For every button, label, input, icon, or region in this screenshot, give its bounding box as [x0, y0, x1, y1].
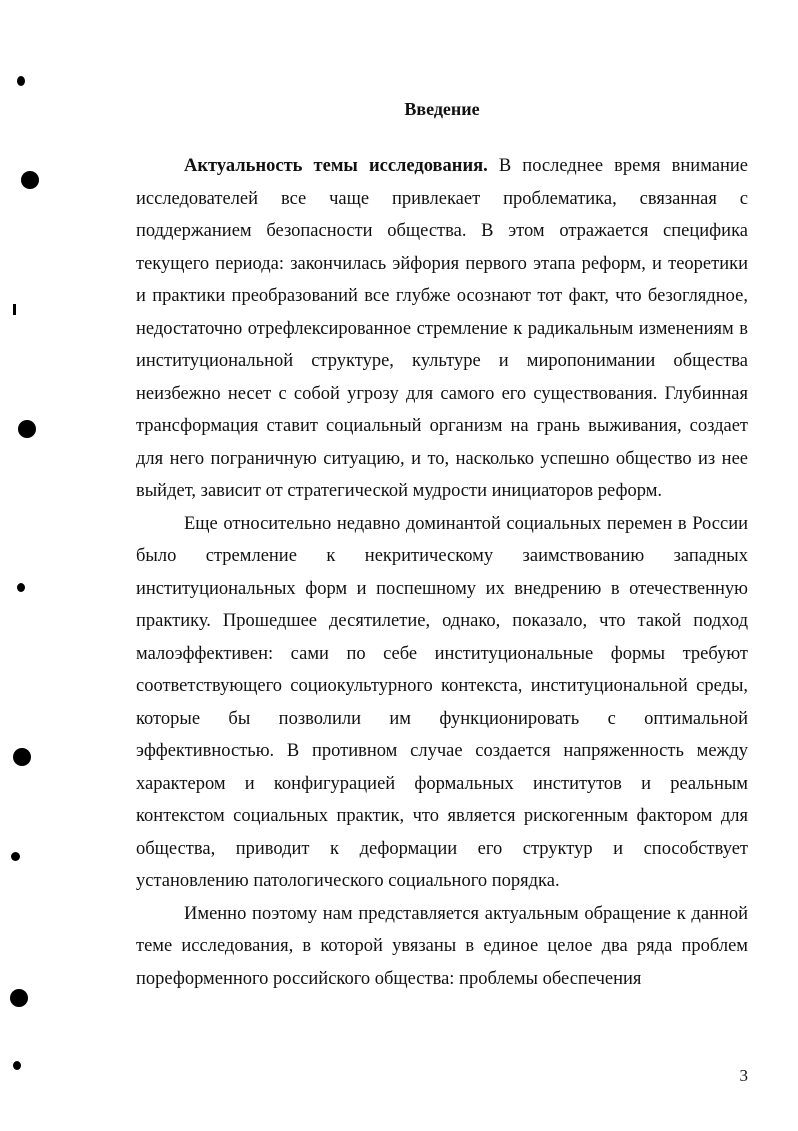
page-number: 3: [739, 1066, 748, 1085]
binder-hole-mark: [17, 583, 25, 592]
binder-hole-mark: [11, 852, 20, 861]
binder-hole-mark: [13, 1061, 21, 1070]
binder-hole: [18, 420, 36, 438]
binder-hole-mark: [17, 76, 25, 86]
section-heading: Введение: [404, 99, 480, 119]
binder-hole: [13, 748, 31, 766]
paragraph-text: В последнее время внимание исследователей все чаще привлекает проблематика, связанная с поддержанием безопасности общества. В этом отражается специфика текущего периода: закончилась эйфория первого этапа реформ, и теоретики и практики преобразований все глубже осознают тот факт, что безоглядное, недостаточно отрефлексированное стремление к радикальным изменениям в институциональной структуре, культуре и миропонимании общества неизбежно несет с собой угрозу для самого его существования. Глубинная трансформация ставит социальный организм на грань выживания, создает для него пограничную ситуацию, и то, насколько успешно общество из нее выйдет, зависит от стратегической мудрости инициаторов реформ.: [136, 156, 748, 501]
body-text: [136, 150, 748, 995]
paragraph: Еще относительно недавно доминантой социальных перемен в России было стремление к некритическому заимствованию западных институциональных форм и поспешному их внедрению в отечественную практику. Прошедшее десятилетие, однако, показало, что такой подход малоэффективен: сами по себе институциональные формы требуют соответствующего социокультурного контекста, институциональной среды, которые бы позволили им функционировать с оптимальной эффективностью. В противном случае создается напряженность между характером и конфигурацией формальных институтов и реальным контекстом социальных практик, что является рискогенным фактором для общества, приводит к деформации его структур и способствует установлению патологического социального порядка.: [136, 513, 748, 891]
binder-hole: [21, 171, 39, 189]
binder-hole: [10, 989, 28, 1007]
paragraph: Именно поэтому нам представляется актуальным обращение к данной теме исследования, в которой увязаны в единое целое два ряда проблем пореформенного российского общества: проблемы обеспечения: [136, 903, 748, 989]
scan-speck: [13, 304, 16, 315]
paragraph: [136, 150, 748, 508]
paragraph-lead: Актуальность темы исследования.: [184, 156, 488, 176]
